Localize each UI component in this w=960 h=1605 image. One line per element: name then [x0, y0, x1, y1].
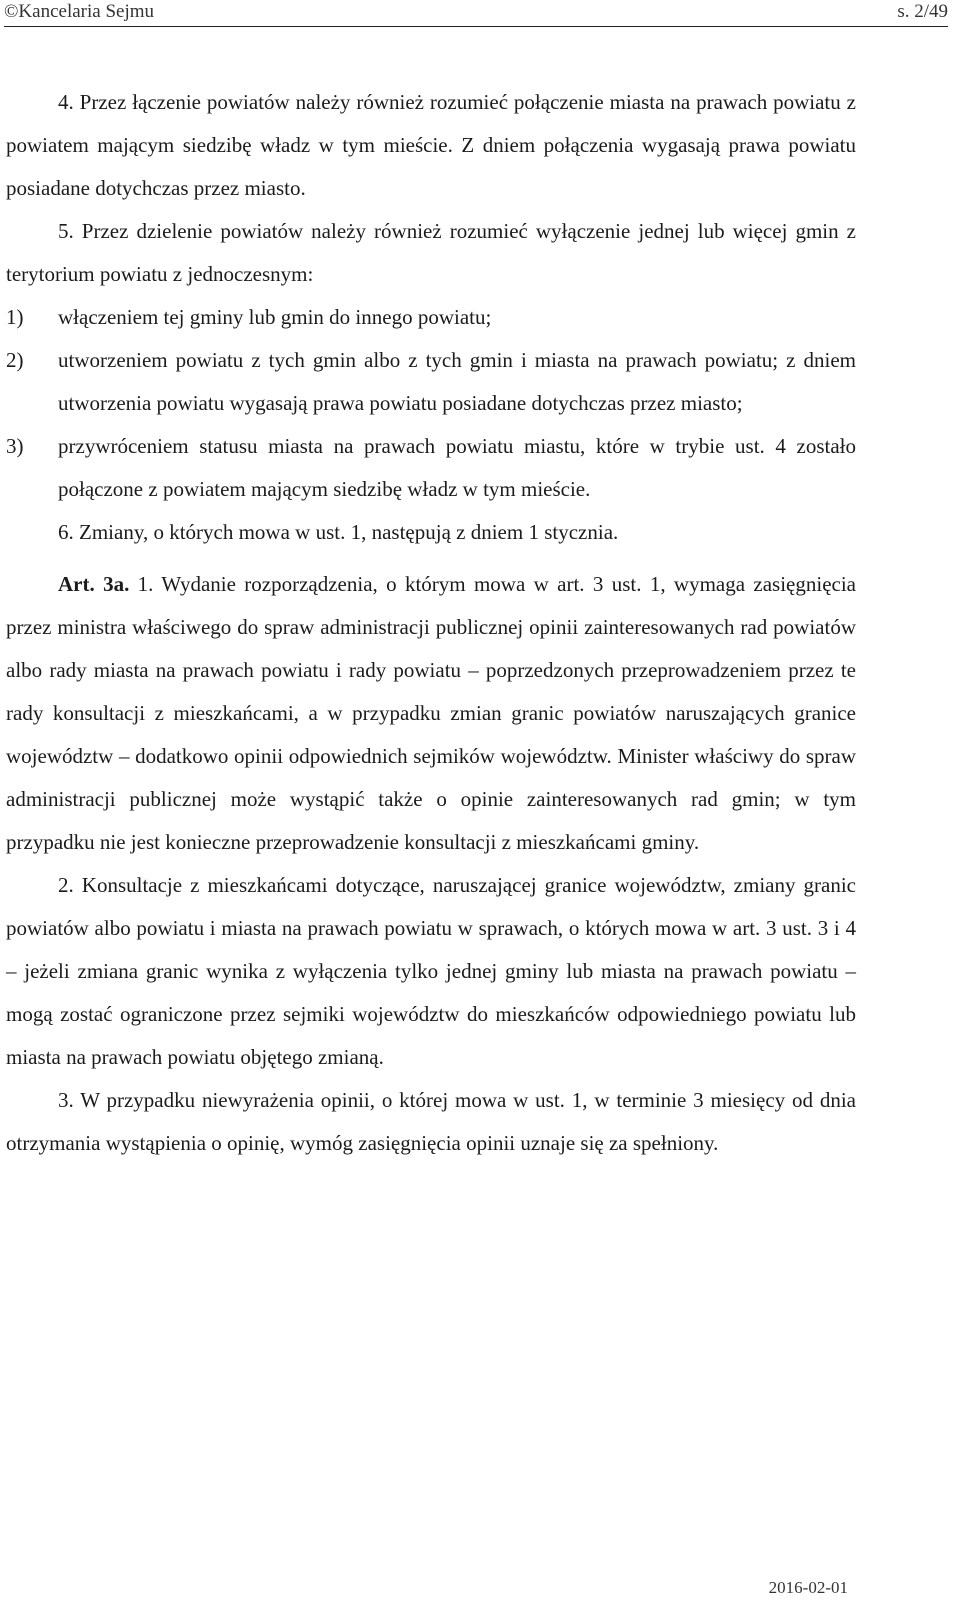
point-number: 2)	[6, 348, 24, 372]
article-number: Art. 3a.	[58, 572, 130, 596]
article-3a-paragraph-1	[6, 563, 856, 864]
document-body	[6, 81, 856, 1165]
page-number: s. 2/49	[897, 1, 948, 22]
paragraph-ust-5: 5. Przez dzielenie powiatów należy również rozumieć wyłączenie jednej lub więcej gmin z terytorium powiatu z jednoczesnym:	[6, 219, 856, 286]
list-item-point-2	[6, 339, 856, 425]
point-number: 3)	[6, 434, 24, 458]
article-paragraph-text: 1. Wydanie rozporządzenia, o którym mowa w art. 3 ust. 1, wymaga zasięgnięcia przez ministra właściwego do spraw administracji publicznej opinii zainteresowanych rad powiatów albo rady miasta na prawach powiatu i rady powiatu – poprzedzonych przeprowadzeniem przez te rady konsultacji z mieszkańcami, a w przypadku zmian granic powiatów naruszających granice województw – dodatkowo opinii odpowiednich sejmików województw. Minister właściwy do spraw administracji publicznej może wystąpić także o opinie zainteresowanych rad gmin; w tym przypadku nie jest konieczne przeprowadzenie konsultacji z mieszkańcami gminy.	[6, 572, 856, 854]
point-text: przywróceniem statusu miasta na prawach powiatu miastu, które w trybie ust. 4 zostało połączone z powiatem mającym siedzibę władz w tym mieście.	[58, 434, 856, 501]
list-item-point-3	[6, 425, 856, 511]
list-item-point-1	[6, 296, 856, 339]
point-text: włączeniem tej gminy lub gmin do innego powiatu;	[58, 305, 492, 329]
point-text: utworzeniem powiatu z tych gmin albo z tych gmin i miasta na prawach powiatu; z dniem utworzenia powiatu wygasają prawa powiatu posiadane dotychczas przez miasto;	[58, 348, 856, 415]
point-number: 1)	[6, 305, 24, 329]
paragraph-ust-4: 4. Przez łączenie powiatów należy również rozumieć połączenie miasta na prawach powiatu z powiatem mającym siedzibę władz w tym mieście. Z dniem połączenia wygasają prawa powiatu posiadane dotychczas przez miasto.	[6, 90, 856, 200]
header-publisher: ©Kancelaria Sejmu	[4, 1, 155, 22]
header-divider	[4, 26, 948, 27]
article-3a-paragraph-3: 3. W przypadku niewyrażenia opinii, o której mowa w ust. 1, w terminie 3 miesięcy od dnia otrzymania wystąpienia o opinię, wymóg zasięgnięcia opinii uznaje się za spełniony.	[6, 1088, 856, 1155]
paragraph-ust-6: 6. Zmiany, o których mowa w ust. 1, następują z dniem 1 stycznia.	[58, 520, 619, 544]
footer-date: 2016-02-01	[768, 1578, 848, 1597]
article-3a-paragraph-2: 2. Konsultacje z mieszkańcami dotyczące, naruszającej granice województw, zmiany granic powiatów albo powiatu i miasta na prawach powiatu w sprawach, o których mowa w art. 3 ust. 3 i 4 – jeżeli zmiana granic wynika z wyłączenia tylko jednej gminy lub miasta na prawach powiatu – mogą zostać ograniczone przez sejmiki województw do mieszkańców odpowiedniego powiatu lub miasta na prawach powiatu objętego zmianą.	[6, 873, 856, 1069]
